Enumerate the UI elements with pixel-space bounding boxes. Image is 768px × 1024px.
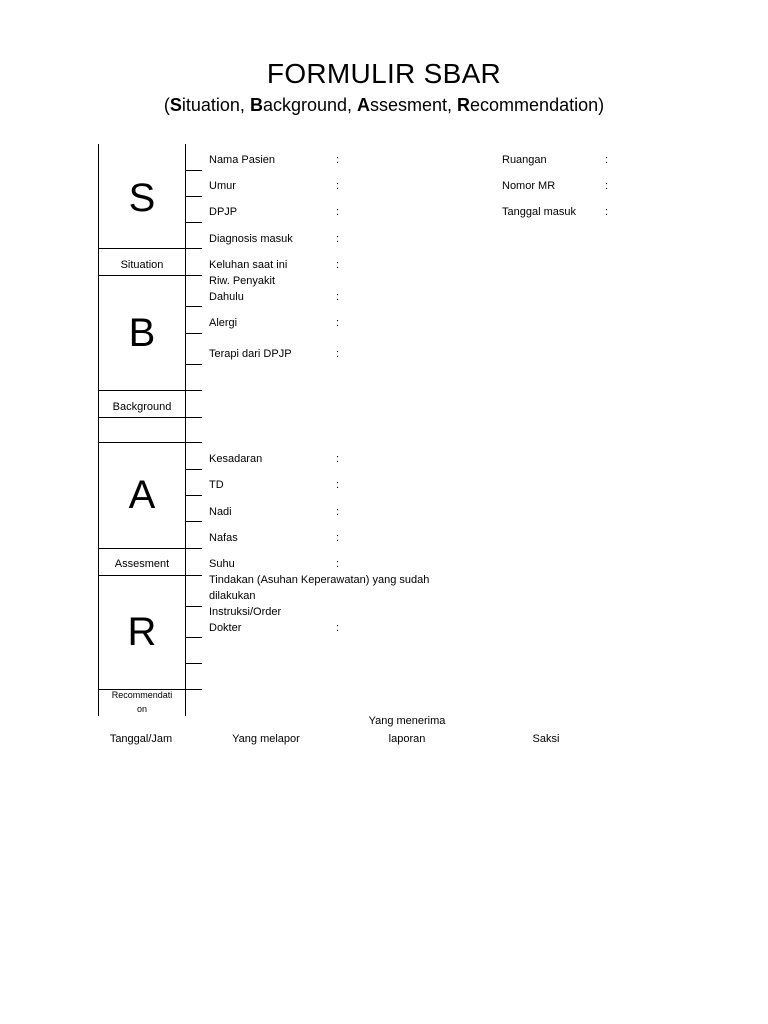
colon: : [336,506,340,518]
field-alergi: Alergi [209,317,238,329]
colon: : [336,558,340,570]
subtitle-open: ( [163,95,170,115]
subtitle-r-rest: ecommendation) [470,95,605,115]
section-a-letter: A [128,473,156,517]
row-line [98,442,202,443]
page-title: FORMULIR SBAR [266,58,502,89]
section-s-label: Situation [120,259,164,271]
row-line [98,275,202,276]
footer-saksi: Saksi [532,733,560,745]
row-line [98,248,202,249]
section-r-label-line2: on [136,704,147,714]
colon: : [336,532,340,544]
colon: : [336,259,340,271]
row-tick [185,306,202,307]
colon: : [605,206,609,218]
subtitle-s: S [169,95,182,115]
colon: : [336,291,340,303]
row-tick [185,521,202,522]
subtitle-r: R [457,95,471,115]
subtitle-a: A [357,95,370,115]
colon: : [336,317,340,329]
table-divider [185,144,186,716]
row-tick [185,222,202,223]
footer-laporan: laporan [388,733,426,745]
colon: : [336,479,340,491]
field-suhu: Suhu [209,558,235,570]
footer-yang-menerima: Yang menerima [368,715,446,727]
row-tick [185,364,202,365]
section-a-label: Assesment [114,558,170,570]
field-ruangan: Ruangan [502,154,547,166]
field-nadi: Nadi [209,506,232,518]
colon: : [336,453,340,465]
section-b-letter: B [128,311,156,355]
field-instruksi-line2: Dokter [209,622,242,634]
field-keluhan: Keluhan saat ini [209,259,288,271]
field-riw-penyakit: Riw. Penyakit [209,275,276,287]
field-diagnosis-masuk: Diagnosis masuk [209,233,293,245]
colon: : [605,154,609,166]
section-b-label: Background [112,401,172,413]
subtitle-s-rest: ituation, [181,95,250,115]
colon: : [336,233,340,245]
page-subtitle [0,95,768,116]
row-tick [185,170,202,171]
colon: : [336,154,340,166]
field-td: TD [209,479,224,491]
field-kesadaran: Kesadaran [209,453,263,465]
colon: : [336,206,340,218]
field-nomor-mr: Nomor MR [502,180,556,192]
field-instruksi: Instruksi/Order [209,606,282,618]
field-dpjp: DPJP [209,206,238,218]
footer-tanggal-jam: Tanggal/Jam [109,733,173,745]
subtitle-b-rest: ackground, [262,95,357,115]
field-umur: Umur [209,180,236,192]
footer-yang-melapor: Yang melapor [232,733,300,745]
colon: : [605,180,609,192]
section-r-label [99,688,185,716]
field-tindakan-line2: dilakukan [209,590,256,602]
subtitle-b: B [249,95,263,115]
colon: : [336,180,340,192]
row-line [98,575,202,576]
field-nafas: Nafas [209,532,238,544]
row-tick [185,196,202,197]
row-line [98,390,202,391]
row-tick [185,469,202,470]
field-tindakan: Tindakan (Asuhan Keperawatan) yang sudah [209,574,430,586]
row-tick [185,333,202,334]
colon: : [336,622,340,634]
row-line [98,417,202,418]
row-tick [185,495,202,496]
colon: : [336,348,340,360]
row-tick [185,663,202,664]
field-tanggal-masuk: Tanggal masuk [502,206,576,218]
row-tick [185,606,202,607]
subtitle-a-rest: ssesment, [370,95,458,115]
section-r-label-line1: Recommendati [111,690,173,700]
field-nama-pasien: Nama Pasien [209,154,276,166]
field-riw-penyakit-line2: Dahulu [209,291,244,303]
row-line [98,548,202,549]
field-terapi: Terapi dari DPJP [209,348,292,360]
section-s-letter: S [128,176,156,220]
row-tick [185,637,202,638]
section-r-letter: R [127,610,157,654]
